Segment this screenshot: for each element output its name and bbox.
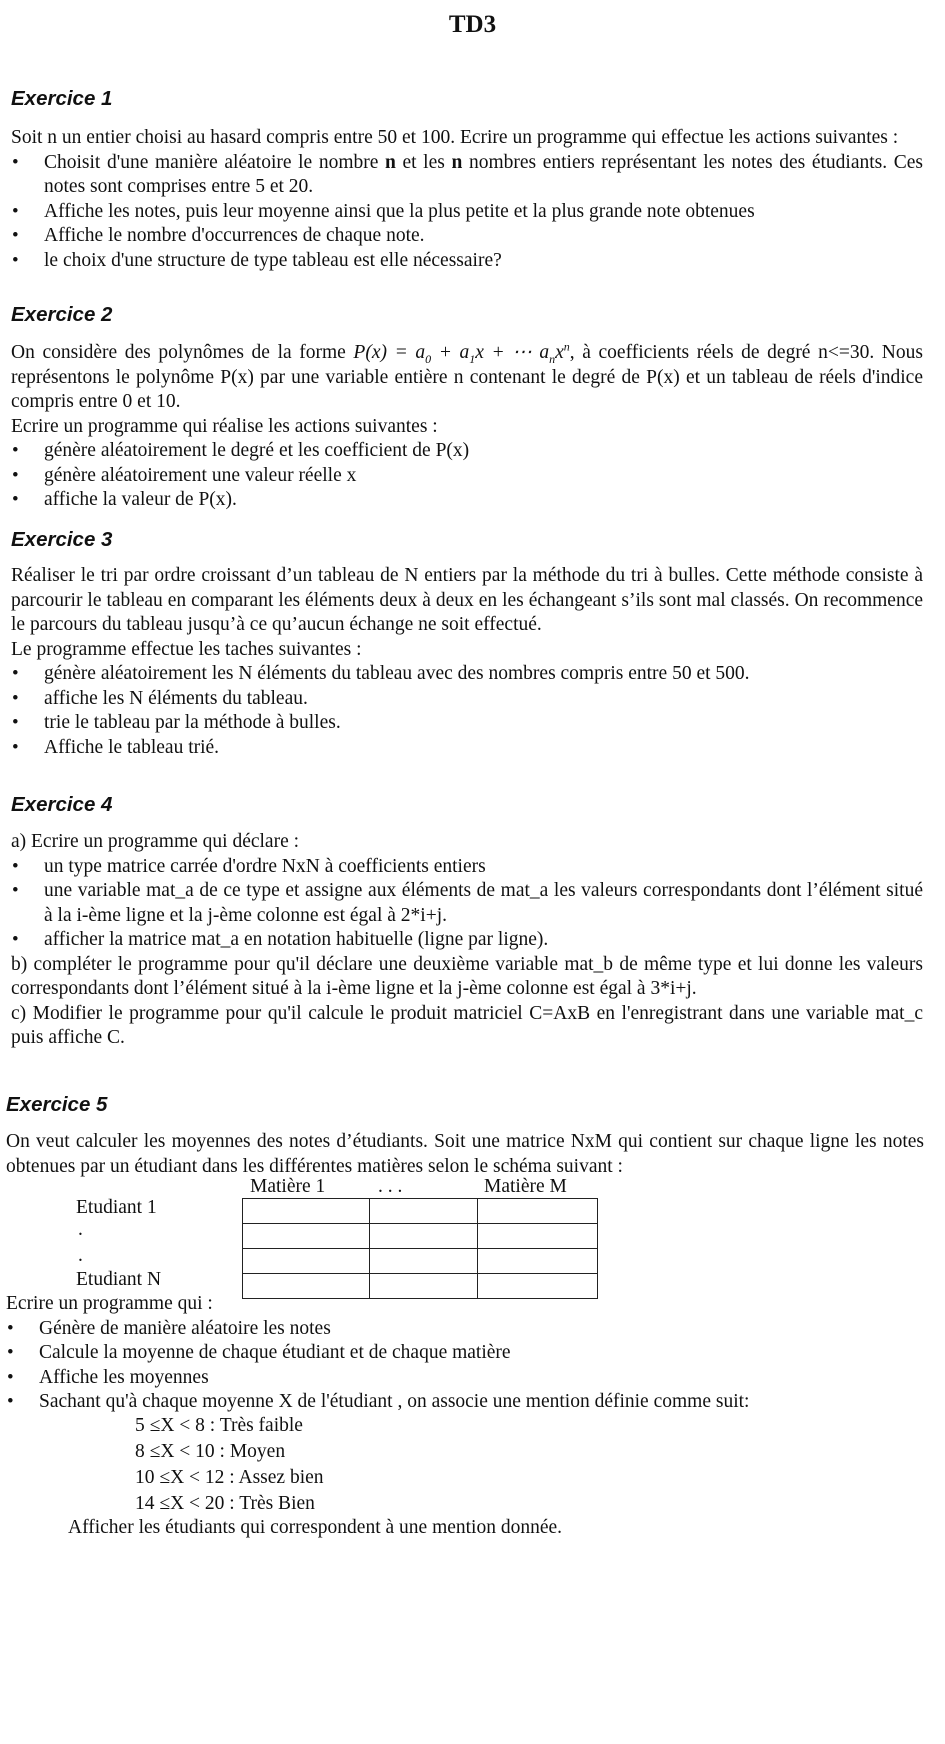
list-item: • une variable mat_a de ce type et assigne aux éléments de mat_a les valeurs correspondants dont l’élément situé à la i-ème ligne et la j-ème colonne est égal à 2*i+j. [11,879,923,928]
mention-tres-bien: 14 ≤X < 20 : Très Bien [135,1493,315,1514]
exercise-1-list [11,151,923,274]
list-item: • Affiche les notes, puis leur moyenne ainsi que la plus petite et la plus grande note obtenues [11,200,923,225]
list-item: • Choisit d'une manière aléatoire le nombre n et les n nombres entiers représentant les notes des étudiants. Ces notes sont comprises entre 5 et 20. [11,151,923,200]
row-label-dot: . [78,1245,83,1266]
mention-moyen: 8 ≤X < 10 : Moyen [135,1441,286,1462]
list-item: • trie le tableau par la méthode à bulles. [11,711,923,736]
list-item: • Affiche le tableau trié. [11,736,923,761]
list-item: • un type matrice carrée d'ordre NxN à coefficients entiers [11,855,923,880]
exercise-3-paragraph: Réaliser le tri par ordre croissant d’un tableau de N entiers par la méthode du tri à bulles. Cette méthode consiste à parcourir le tableau en comparant les éléments deux à deux en les échangeant s’ils sont mal classés. On recommence le parcours du tableau jusqu’à ce qu’aucun échange ne soit effectué. [11,565,923,635]
exercise-4-part-c: c) Modifier le programme pour qu'il calcule le produit matriciel C=AxB en l'enregistrant dans une variable mat_c puis affiche C. [11,1002,923,1048]
exercise-5-instruction: Ecrire un programme qui : [6,1293,213,1314]
column-header-matiere-1: Matière 1 [250,1176,326,1197]
list-item: • afficher la matrice mat_a en notation habituelle (ligne par ligne). [11,928,923,953]
exercise-1-body [11,126,923,273]
list-item: • Génère de manière aléatoire les notes [6,1317,924,1342]
exercise-4-list [11,855,923,953]
exercise-4-heading: Exercice 4 [11,793,113,816]
list-item: • le choix d'une structure de type tableau est elle nécessaire? [11,249,923,274]
list-item: • Affiche les moyennes [6,1366,924,1391]
list-item: • Calcule la moyenne de chaque étudiant et de chaque matière [6,1341,924,1366]
list-item: • Sachant qu'à chaque moyenne X de l'étudiant , on associe une mention définie comme suit: [6,1390,924,1415]
exercise-4-part-b: b) compléter le programme pour qu'il déclare une deuxième variable mat_b de même type et lui donne les valeurs correspondants dont l’élément situé à la i-ème ligne et la j-ème colonne est égal à 3*i+j. [11,953,923,999]
exercise-2-list [11,439,923,513]
exercise-3-list [11,662,923,760]
table-row [243,1199,598,1224]
column-header-ellipsis: . . . [378,1176,403,1197]
list-item: • génère aléatoirement le degré et les coefficient de P(x) [11,439,923,464]
list-item: • génère aléatoirement les N éléments du tableau avec des nombres compris entre 50 et 500. [11,662,923,687]
exercise-1-intro: Soit n un entier choisi au hasard compris entre 50 et 100. Ecrire un programme qui effectue les actions suivantes : [11,127,899,148]
mention-assez-bien: 10 ≤X < 12 : Assez bien [135,1467,324,1488]
table-row [243,1224,598,1249]
exercise-3-body [11,564,923,760]
exercise-3-heading: Exercice 3 [11,528,113,551]
exercise-5-body [6,1292,924,1415]
column-header-matiere-m: Matière M [484,1176,567,1197]
exercise-2-paragraph: On considère des polynômes de la forme $P(x) = a_0 + a_1x$ + ⋯ $a_nx^n$, à coefficients réels de degré n<=30. Nous représentons le polynôme P(x) par une variable entière n contenant le degré de P(x) et un tableau de réels d'indice compris entre 0 et 10. [11,339,923,412]
mention-tres-faible: 5 ≤X < 8 : Très faible [135,1415,303,1436]
exercise-5-list [6,1317,924,1415]
row-label-etudiant-1: Etudiant 1 [76,1197,157,1218]
exercise-4-body [11,830,923,1051]
notes-matrix-schema [242,1198,598,1299]
exercise-1-heading: Exercice 1 [11,87,113,110]
exercise-2-instruction: Ecrire un programme qui réalise les actions suivantes : [11,415,438,437]
list-item: • affiche la valeur de P(x). [11,488,923,513]
row-label-dot: . [78,1219,83,1240]
row-label-etudiant-n: Etudiant N [76,1269,162,1290]
exercise-3-instruction: Le programme effectue les taches suivantes : [11,638,362,660]
list-item: • génère aléatoirement une valeur réelle x [11,464,923,489]
exercise-5-final-instruction: Afficher les étudiants qui correspondent à une mention donnée. [68,1517,563,1538]
exercise-2-heading: Exercice 2 [11,303,113,326]
exercise-5-heading: Exercice 5 [6,1093,108,1116]
exercise-4-part-a: a) Ecrire un programme qui déclare : [11,831,300,852]
page-title: TD3 [448,11,497,38]
exercise-2-body [11,341,923,513]
exercise-5-intro: On veut calculer les moyennes des notes d’étudiants. Soit une matrice NxM qui contient sur chaque ligne les notes obtenues par un étudiant dans les différentes matières selon le schéma suivant : [6,1131,924,1177]
table-row [243,1249,598,1274]
polynomial-formula: $P(x) = a_0 + a_1x$ + ⋯ $a_nx^n$ [353,339,570,366]
list-item: • affiche les N éléments du tableau. [11,687,923,712]
list-item: • Affiche le nombre d'occurrences de chaque note. [11,224,923,249]
